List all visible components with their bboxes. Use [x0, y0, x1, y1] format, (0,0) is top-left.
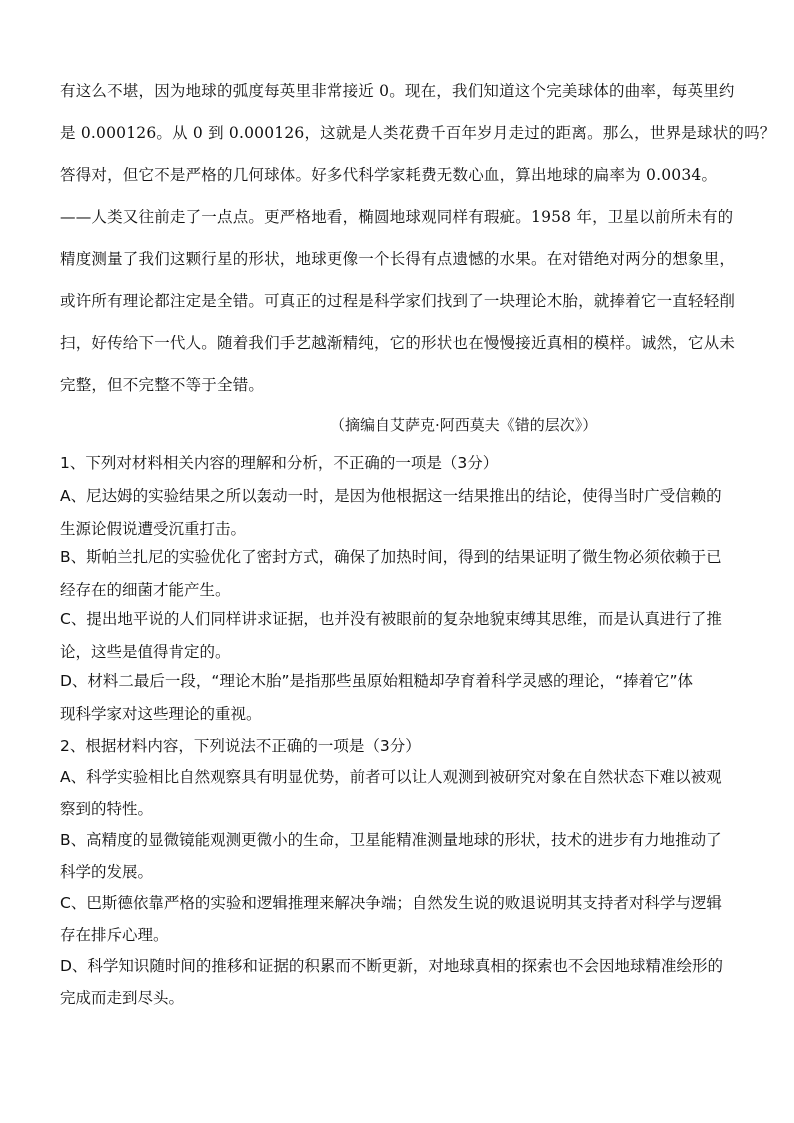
passage-source: （摘编自艾萨克·阿西莫夫《错的层次》） — [330, 416, 598, 434]
passage-line: 完整，但不完整不等于全错。 — [60, 376, 265, 394]
passage-line: 扫，好传给下一代人。随着我们手艺越渐精纯，它的形状也在慢慢接近真相的模样。诚然，它从未 — [60, 334, 736, 352]
option-text: B、斯帕兰扎尼的实验优化了密封方式，确保了加热时间，得到的结果证明了微生物必须依赖于已 — [60, 548, 722, 566]
option-text: 生源论假说遭受沉重打击。 — [60, 520, 247, 538]
passage-line: 答得对，但它不是严格的几何球体。好多代科学家耗费无数心血，算出地球的扁率为 0.0034。 — [60, 166, 718, 184]
option-text: 论，这些是值得肯定的。 — [60, 643, 231, 661]
question-stem: 1、下列对材料相关内容的理解和分析，不正确的一项是（3分） — [60, 454, 499, 472]
passage-line: 是 0.000126。从 0 到 0.000126，这就是人类花费千百年岁月走过的距离。那么，世界是球状的吗？ — [60, 124, 776, 142]
option-text: 完成而走到尽头。 — [60, 989, 185, 1007]
option-text: C、巴斯德依靠严格的实验和逻辑推理来解决争端；自然发生说的败退说明其支持者对科学与逻辑 — [60, 894, 722, 912]
option-text: 察到的特性。 — [60, 800, 154, 818]
passage-line: 有这么不堪，因为地球的弧度每英里非常接近 0。现在，我们知道这个完美球体的曲率，每英里约 — [60, 82, 735, 100]
option-text: D、材料二最后一段，“理论木胎”是指那些虽原始粗糙却孕育着科学灵感的理论，“捧着它”体 — [60, 672, 694, 690]
option-text: 经存在的细菌才能产生。 — [60, 581, 231, 599]
passage-line: 或许所有理论都注定是全错。可真正的过程是科学家们找到了一块理论木胎，就捧着它一直轻轻削 — [60, 292, 736, 310]
option-text: C、提出地平说的人们同样讲求证据，也并没有被眼前的复杂地貌束缚其思维，而是认真进行了推 — [60, 610, 722, 628]
passage-line: 精度测量了我们这颗行星的形状，地球更像一个长得有点遗憾的水果。在对错绝对两分的想象里， — [60, 250, 736, 268]
option-text: 科学的发展。 — [60, 863, 154, 881]
option-text: B、高精度的显微镜能观测更微小的生命，卫星能精准测量地球的形状，技术的进步有力地推动了 — [60, 831, 722, 849]
passage-line: ——人类又往前走了一点点。更严格地看，椭圆地球观同样有瑕疵。1958 年，卫星以前所未有的 — [60, 208, 734, 226]
option-text: 存在排斥心理。 — [60, 926, 169, 944]
option-text: A、尼达姆的实验结果之所以轰动一时，是因为他根据这一结果推出的结论，使得当时广受信赖的 — [60, 487, 722, 505]
question-stem: 2、根据材料内容，下列说法不正确的一项是（3分） — [60, 737, 421, 755]
option-text: D、科学知识随时间的推移和证据的积累而不断更新，对地球真相的探索也不会因地球精准绘形的 — [60, 957, 723, 975]
option-text: 现科学家对这些理论的重视。 — [60, 705, 262, 723]
option-text: A、科学实验相比自然观察具有明显优势，前者可以让人观测到被研究对象在自然状态下难以被观 — [60, 768, 722, 786]
